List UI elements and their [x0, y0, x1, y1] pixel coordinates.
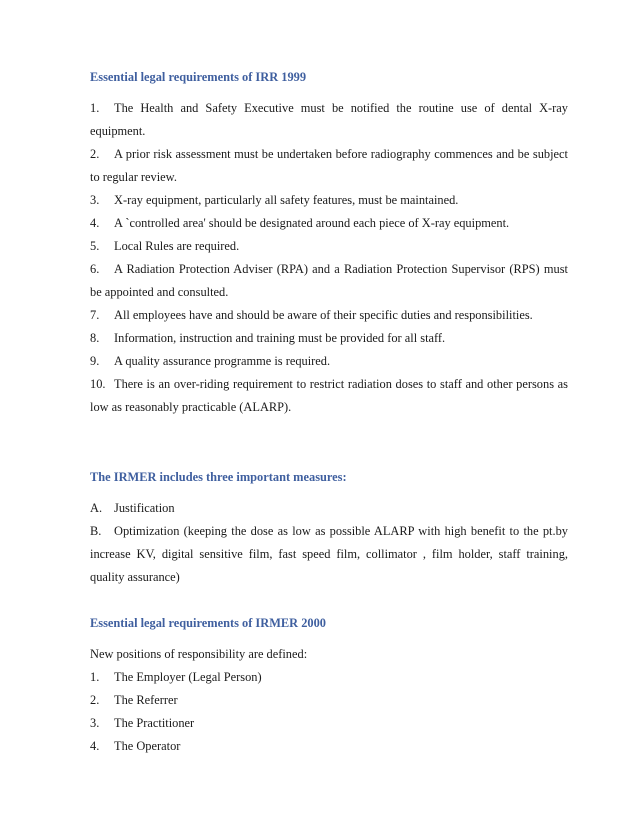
list-number: 5. — [90, 239, 100, 253]
list-text: A Radiation Protection Adviser (RPA) and a Radiation Protection Supervisor (RPS) must be appointed and consulted. — [90, 262, 568, 299]
section-heading-irr-1999: Essential legal requirements of IRR 1999 — [90, 70, 307, 84]
list-text: The Referrer — [114, 693, 178, 707]
list-letter: B. — [90, 524, 102, 538]
list-text: The Practitioner — [114, 716, 195, 730]
list-number: 3. — [90, 193, 100, 207]
list-item — [90, 520, 568, 589]
list-number: 10. — [90, 377, 106, 391]
list-item — [90, 212, 568, 235]
list-text: The Operator — [114, 739, 181, 753]
list-number: 1. — [90, 670, 100, 684]
list-item — [90, 304, 568, 327]
list-number: 2. — [90, 693, 100, 707]
list-item — [90, 689, 568, 712]
list-item — [90, 143, 568, 189]
list-item — [90, 497, 568, 520]
list-number: 2. — [90, 147, 100, 161]
list-text: Justification — [114, 501, 175, 515]
list-letter: A. — [90, 501, 103, 515]
list-item — [90, 350, 568, 373]
list-number: 6. — [90, 262, 100, 276]
section-intro: New positions of responsibility are defined: — [90, 647, 308, 661]
list-item — [90, 258, 568, 304]
list-item — [90, 189, 568, 212]
list-number: 8. — [90, 331, 100, 345]
list-number: 1. — [90, 101, 100, 115]
list-text: X-ray equipment, particularly all safety features, must be maintained. — [114, 193, 459, 207]
list-number: 3. — [90, 716, 100, 730]
list-item — [90, 373, 568, 419]
list-text: The Health and Safety Executive must be notified the routine use of dental X-ray equipment. — [90, 101, 568, 138]
list-text: The Employer (Legal Person) — [114, 670, 262, 684]
document-page — [90, 66, 568, 758]
list-number: 7. — [90, 308, 100, 322]
list-item — [90, 235, 568, 258]
list-item — [90, 327, 568, 350]
list-item — [90, 735, 568, 758]
list-text: Local Rules are required. — [114, 239, 240, 253]
list-text: A quality assurance programme is required. — [114, 354, 331, 368]
list-number: 4. — [90, 216, 100, 230]
list-item — [90, 97, 568, 143]
list-text: There is an over-riding requirement to restrict radiation doses to staff and other persons as low as reasonably practicable (ALARP). — [90, 377, 568, 414]
section-heading-irmer-2000: Essential legal requirements of IRMER 2000 — [90, 616, 326, 630]
list-text: A prior risk assessment must be undertaken before radiography commences and be subject to regular review. — [90, 147, 568, 184]
list-item — [90, 712, 568, 735]
list-number: 4. — [90, 739, 100, 753]
list-text: Information, instruction and training must be provided for all staff. — [114, 331, 446, 345]
list-item — [90, 666, 568, 689]
section-heading-irmer-measures: The IRMER includes three important measures: — [90, 470, 347, 484]
list-text: Optimization (keeping the dose as low as possible ALARP with high benefit to the pt.by increase KV, digital sensitive film, fast speed film, collimator , film holder, staff training, quality assurance) — [90, 524, 568, 584]
list-text: A `controlled area' should be designated around each piece of X-ray equipment. — [114, 216, 510, 230]
list-text: All employees have and should be aware of their specific duties and responsibilities. — [114, 308, 533, 322]
list-number: 9. — [90, 354, 100, 368]
